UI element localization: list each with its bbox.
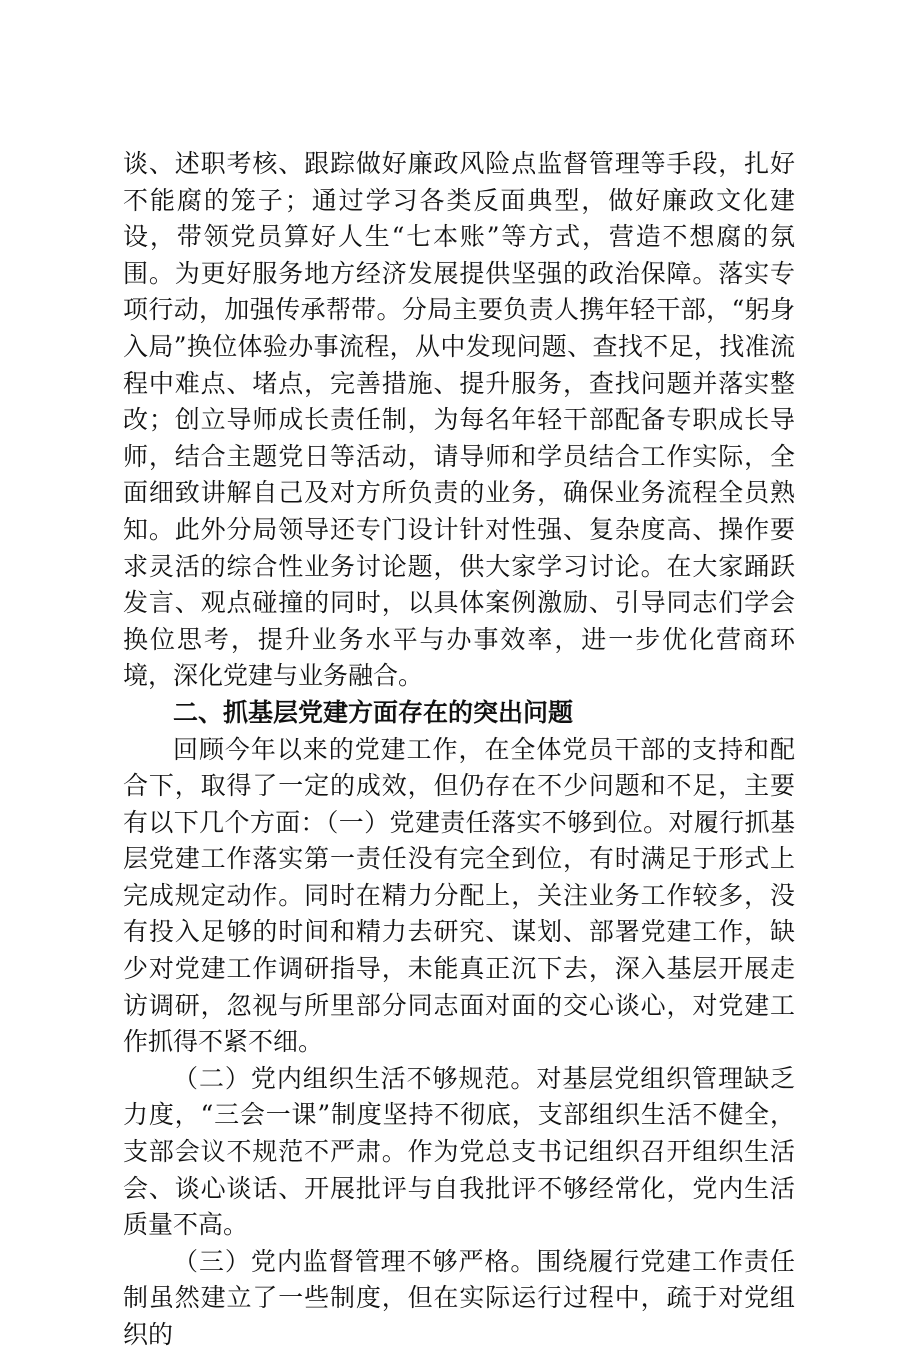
document-body <box>123 146 795 1354</box>
paragraph-continuation: 谈、述职考核、跟踪做好廉政风险点监督管理等手段，扎好不能腐的笼子；通过学习各类反面典型，做好廉政文化建设，带领党员算好人生“七本账”等方式，营造不想腐的氛围。为更好服务地方经济发展提供坚强的政治保障。落实专项行动，加强传承帮带。分局主要负责人携年轻干部，“躬身入局”换位体验办事流程，从中发现问题、查找不足，找准流程中难点、堵点，完善措施、提升服务，查找问题并落实整改；创立导师成长责任制，为每名年轻干部配备专职成长导师，结合主题党日等活动，请导师和学员结合工作实际，全面细致讲解自己及对方所负责的业务，确保业务流程全员熟知。此外分局领导还专门设计针对性强、复杂度高、操作要求灵活的综合性业务讨论题，供大家学习讨论。在大家踊跃发言、观点碰撞的同时，以具体案例激励、引导同志们学会换位思考，提升业务水平与办事效率，进一步优化营商环境，深化党建与业务融合。 <box>123 149 795 691</box>
paragraph-item-two: （二）党内组织生活不够规范。对基层党组织管理缺乏力度，“三会一课”制度坚持不彻底，支部组织生活不健全，支部会议不规范不严肃。作为党总支书记组织召开组织生活会、谈心谈话、开展批评与自我批评不够经常化，党内生活质量不高。 <box>123 1063 795 1240</box>
section-heading: 二、抓基层党建方面存在的突出问题 <box>173 697 574 727</box>
paragraph-review: 回顾今年以来的党建工作，在全体党员干部的支持和配合下，取得了一定的成效，但仍存在不少问题和不足，主要有以下几个方面：（一）党建责任落实不够到位。对履行抓基层党建工作落实第一责任没有完全到位，有时满足于形式上完成规定动作。同时在精力分配上，关注业务工作较多，没有投入足够的时间和精力去研究、谋划、部署党建工作，缺少对党建工作调研指导，未能真正沉下去，深入基层开展走访调研，忽视与所里部分同志面对面的交心谈心，对党建工作抓得不紧不细。 <box>123 734 795 1057</box>
paragraph-item-three: （三）党内监督管理不够严格。围绕履行党建工作责任制虽然建立了一些制度，但在实际运行过程中，疏于对党组织的 <box>123 1246 795 1349</box>
